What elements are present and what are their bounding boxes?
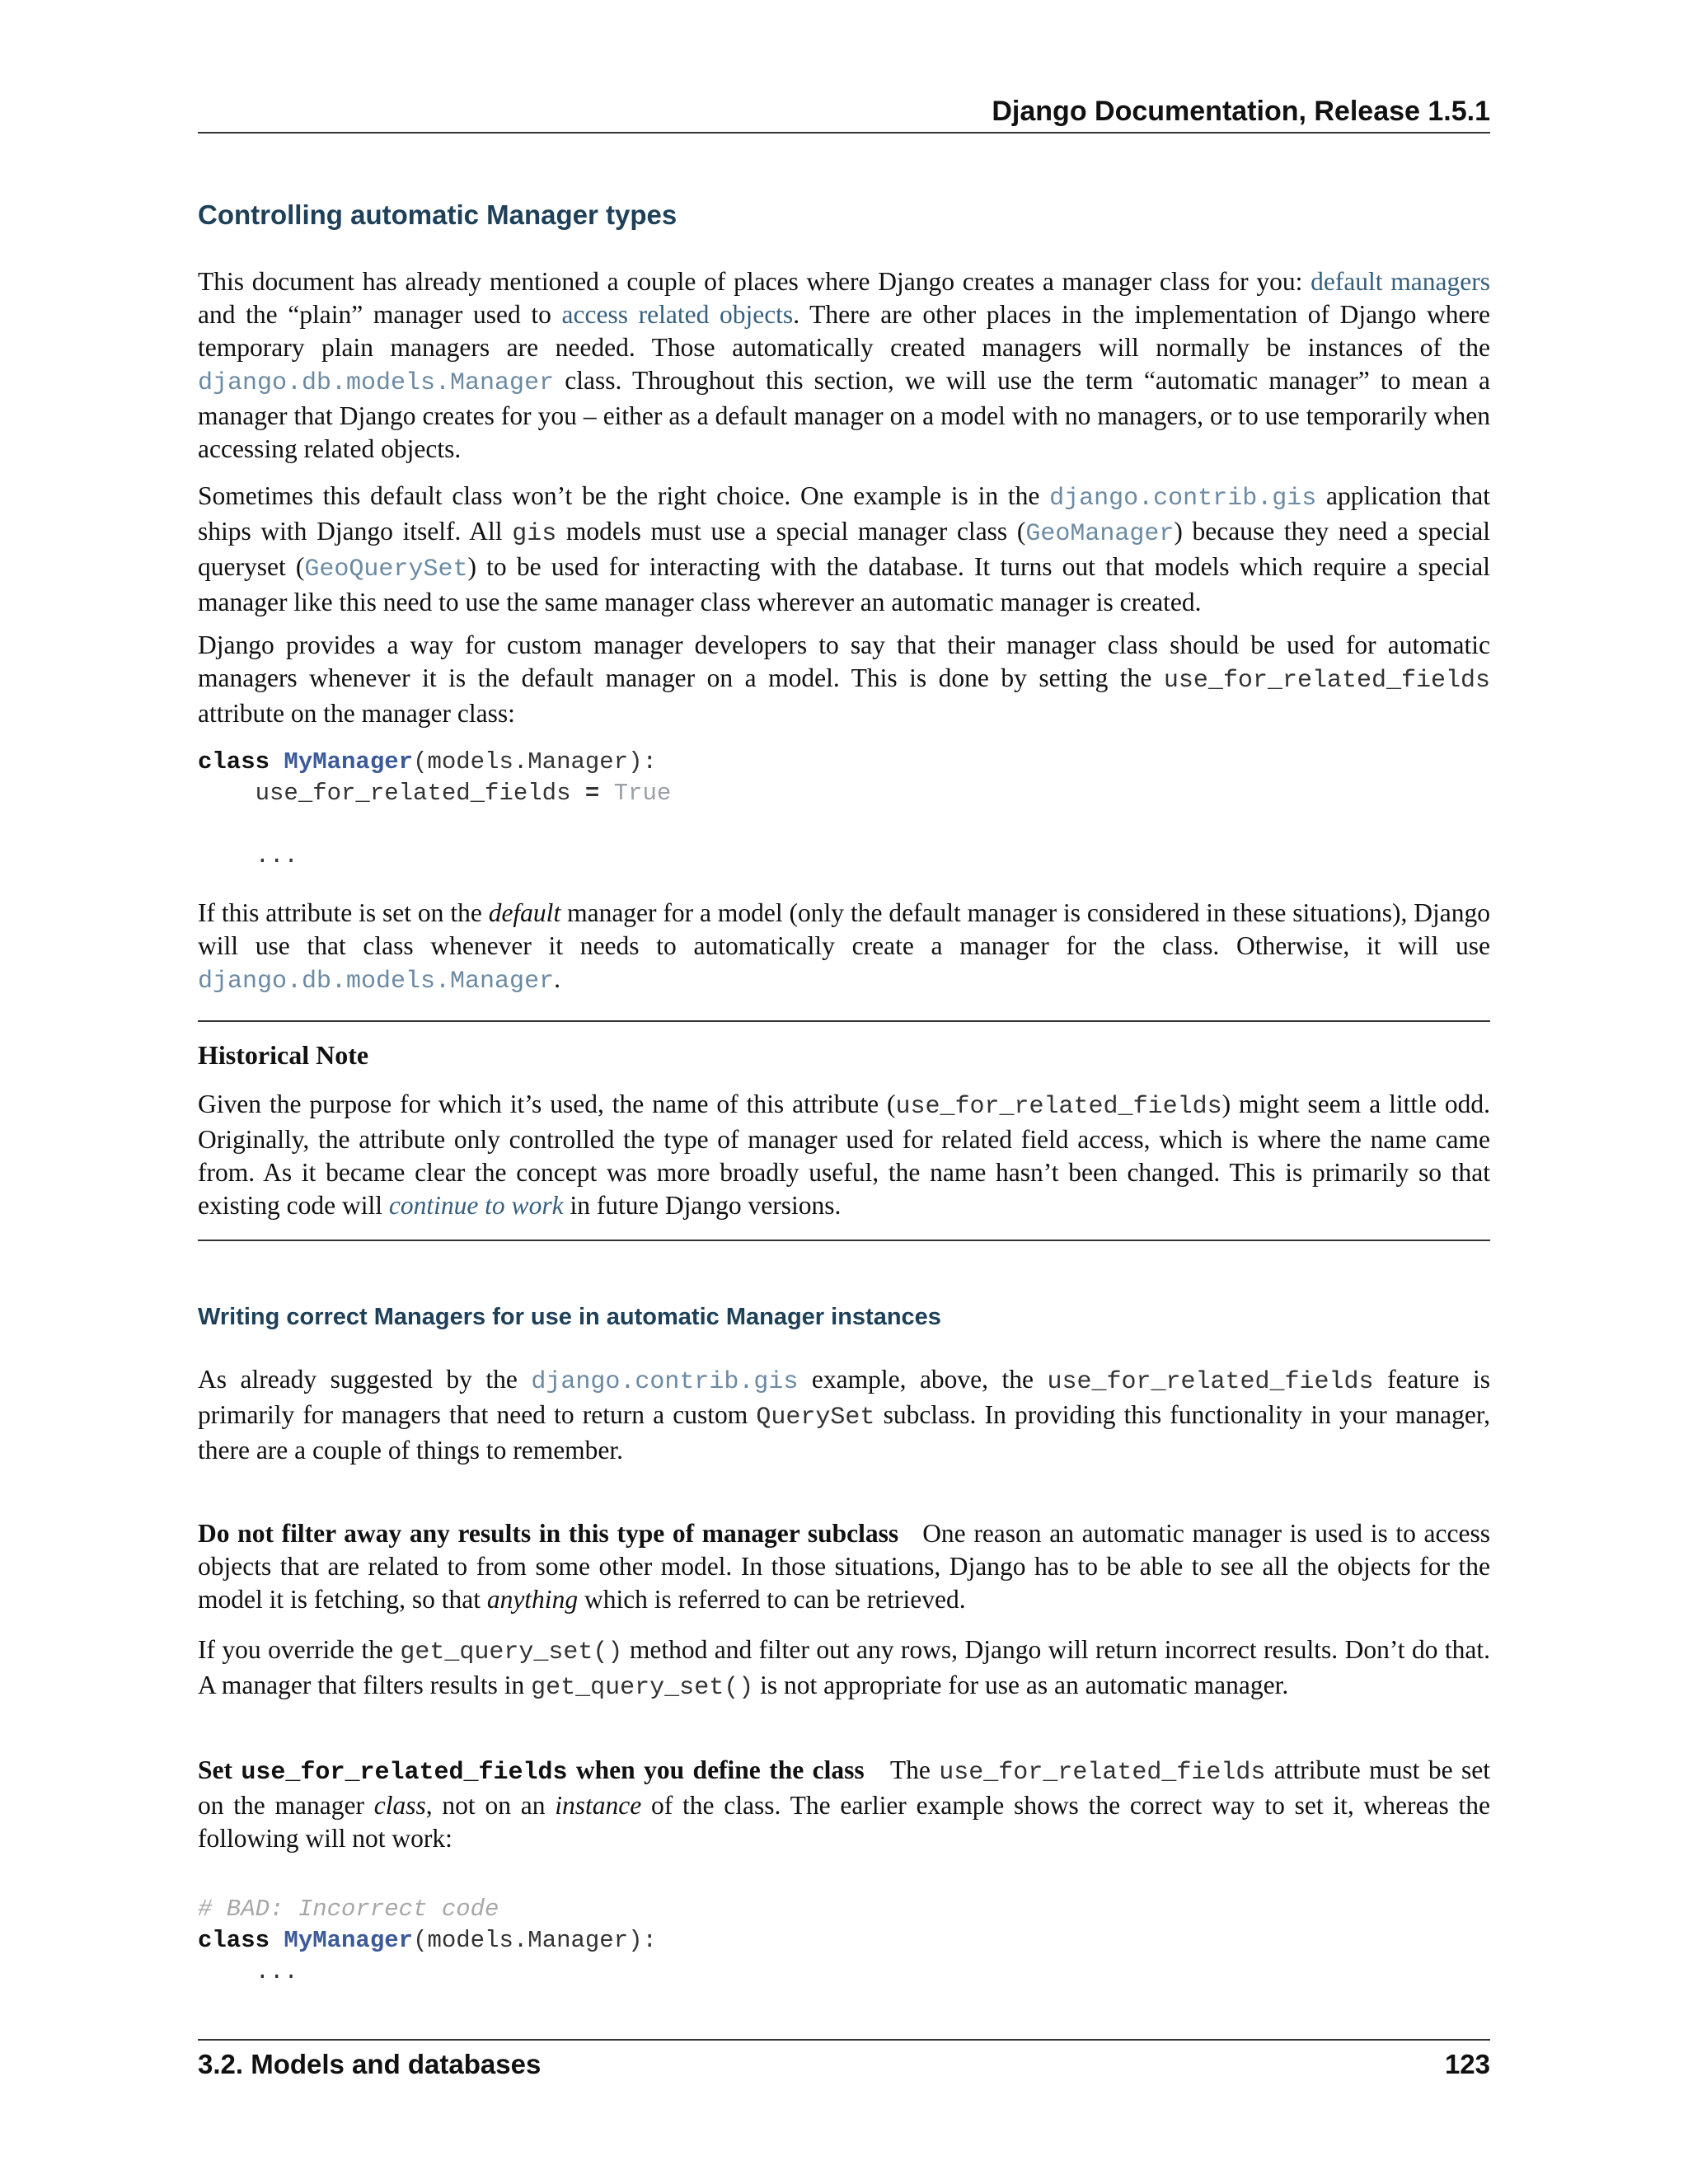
inline-code: get_query_set(): [531, 1674, 754, 1702]
geomanager-link[interactable]: GeoManager: [1025, 520, 1175, 548]
code-block-example: [198, 747, 1490, 872]
text: of the class. The earlier example shows the correct way to set it, whereas the following will not work:: [198, 1791, 1490, 1853]
text: ) because they need a special queryset (: [198, 517, 1490, 581]
code-ellipsis: ...: [198, 842, 298, 869]
inline-code: get_query_set(): [400, 1638, 623, 1666]
text: If you override the: [198, 1635, 401, 1664]
note-body: [198, 1088, 1490, 1222]
page-footer: [198, 2039, 1490, 2088]
text: .: [554, 964, 560, 993]
historical-note: [198, 1020, 1490, 1241]
footer-section: 3.2. Models and databases: [198, 2049, 542, 2079]
text: which is referred to can be retrieved.: [578, 1585, 966, 1614]
text: attribute must be set on the manager: [198, 1755, 1490, 1820]
text: Given the purpose for which it’s used, the name of this attribute (: [198, 1090, 896, 1118]
paragraph-default-manager: [198, 897, 1490, 998]
code-comment: # BAD: Incorrect code: [198, 1896, 499, 1923]
header-title: Django Documentation, Release 1.5.1: [992, 96, 1490, 127]
text: when you define the class: [567, 1755, 865, 1784]
inline-code: use_for_related_fields: [1163, 667, 1490, 695]
code-classname: MyManager: [284, 1927, 414, 1954]
default-managers-link[interactable]: default managers: [1311, 267, 1490, 296]
text: in future Django versions.: [563, 1191, 842, 1220]
code-classname: MyManager: [284, 748, 414, 776]
rubric-do-not-filter: [198, 1517, 1490, 1616]
text: is not appropriate for use as an automatic manager.: [753, 1671, 1289, 1699]
continue-to-work-link[interactable]: continue to work: [388, 1191, 564, 1220]
paragraph-get-query-set: [198, 1633, 1490, 1704]
document-page: [198, 0, 1490, 2184]
gis-app-link[interactable]: django.contrib.gis: [531, 1368, 799, 1396]
inline-code: use_for_related_fields: [895, 1093, 1222, 1121]
code-attr: use_for_related_fields: [198, 780, 585, 807]
text: Django provides a way for custom manager developers to say that their manager class should be used for automatic managers whenever it is the default manager on a model. This is done by setting the: [198, 630, 1490, 692]
code-args: (models.Manager):: [413, 1927, 657, 1954]
text: One reason an automatic manager is used is to access objects that are related to from some other model. In those situations, Django has to be able to see all the objects for the model it is fetching, so that: [198, 1519, 1490, 1614]
text: Sometimes this default class won’t be the right choice. One example is in the: [198, 481, 1050, 510]
code-args: (models.Manager):: [413, 748, 657, 776]
code-ellipsis: ...: [198, 1958, 298, 1985]
rubric-title: Do not filter away any results in this type of manager subclass: [198, 1519, 899, 1548]
text: example, above, the: [798, 1365, 1048, 1394]
paragraph-use-for-related: [198, 629, 1490, 730]
inline-code: QuerySet: [756, 1404, 875, 1432]
code-keyword: class: [198, 1927, 270, 1954]
text: , not on an: [425, 1791, 556, 1820]
text: This document has already mentioned a couple of places where Django creates a manager class for you:: [198, 267, 1311, 296]
manager-class-link[interactable]: django.db.models.Manager: [198, 968, 555, 996]
paragraph-intro: [198, 265, 1490, 466]
section-heading: Controlling automatic Manager types: [198, 199, 678, 230]
text: . There are other places in the implementation of Django where temporary plain managers are needed. Those automatically created managers will normally be instances of the: [198, 300, 1490, 362]
gis-app-link[interactable]: django.contrib.gis: [1049, 485, 1317, 513]
rubric-set-attribute: [198, 1754, 1490, 1855]
text: ) might seem a little odd. Originally, the attribute only controlled the type of manager used for related field access, which is where the name came from. As it became clear the concept was more broadly useful, the name hasn’t been changed. This is primarily so that existing code will: [198, 1090, 1490, 1220]
text: method and filter out any rows, Django will return incorrect results. Don’t do that. A manager that filters results in: [198, 1635, 1490, 1699]
paragraph-gis: [198, 480, 1490, 619]
text: application that ships with Django itself. All: [198, 481, 1490, 546]
inline-code: use_for_related_fields: [1047, 1368, 1374, 1396]
text: and the “plain” manager used to: [198, 300, 562, 329]
code-keyword: class: [198, 748, 270, 776]
text: Set: [198, 1755, 241, 1784]
text: models must use a special manager class (: [556, 517, 1026, 546]
text: As already suggested by the: [198, 1365, 532, 1394]
geoqueryset-link[interactable]: GeoQuerySet: [304, 555, 468, 583]
text: attribute on the manager class:: [198, 699, 515, 728]
access-related-objects-link[interactable]: access related objects: [561, 300, 794, 329]
inline-code: gis: [512, 520, 557, 548]
rubric-code: use_for_related_fields: [241, 1759, 568, 1787]
emphasis: instance: [555, 1791, 642, 1820]
note-title: Historical Note: [198, 1040, 369, 1070]
rubric-title: [198, 1755, 865, 1787]
subsection-heading: Writing correct Managers for use in automatic Manager instances: [198, 1304, 941, 1330]
emphasis: default: [488, 898, 561, 927]
text: feature is primarily for managers that need to return a custom: [198, 1365, 1490, 1429]
text: The: [889, 1755, 940, 1784]
code-operator: =: [584, 780, 600, 807]
text: ) to be used for interacting with the database. It turns out that models which require a special manager like this need to use the same manager class wherever an automatic manager is created.: [198, 552, 1491, 616]
code-block-bad-example: [198, 1894, 1490, 1988]
emphasis: class: [373, 1791, 426, 1820]
inline-code: use_for_related_fields: [939, 1759, 1266, 1787]
page-number: 123: [1444, 2049, 1490, 2079]
text: manager for a model (only the default manager is considered in these situations), Django will use that class whenever it needs to automatically create a manager for the class. Otherwise, it will use: [198, 898, 1490, 960]
code-value: True: [599, 780, 672, 807]
page-header: [198, 91, 1490, 134]
text: If this attribute is set on the: [198, 898, 489, 927]
emphasis: anything: [486, 1585, 579, 1614]
text: class. Throughout this section, we will use the term “automatic manager” to mean a manager that Django creates for you – either as a default manager on a model with no managers, or to use temporarily when accessing related objects.: [198, 366, 1490, 463]
paragraph-custom-queryset: [198, 1363, 1490, 1467]
manager-class-link[interactable]: django.db.models.Manager: [198, 369, 555, 397]
text: subclass. In providing this functionality in your manager, there are a couple of things to remember.: [198, 1400, 1490, 1465]
